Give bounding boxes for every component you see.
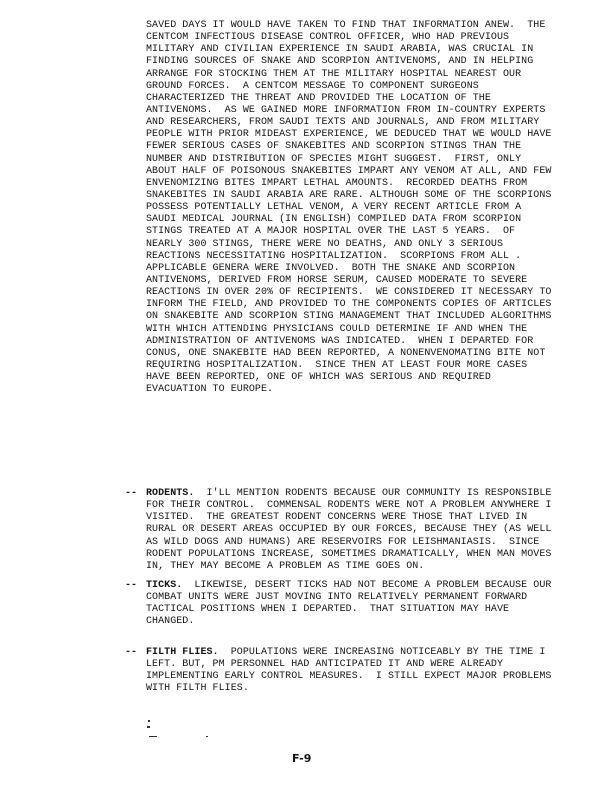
text-line: IN, THEY MAY BECOME A PROBLEM AS TIME GOES ON. — [146, 560, 425, 572]
text-line: WITH WHICH ATTENDING PHYSICIANS COULD DETERMINE IF AND WHEN THE — [146, 323, 528, 335]
text-line: WITH FILTH FLIES. — [146, 683, 249, 695]
bullet-dash: -- — [125, 580, 138, 591]
text-line: CENTCOM INFECTIOUS DISEASE CONTROL OFFICER, WHO HAD PREVIOUS — [146, 32, 510, 44]
text-line: NEARLY 300 STINGS, THERE WERE NO DEATHS, AND ONLY 3 SERIOUS — [146, 238, 504, 250]
run-in-heading: TICKS. — [146, 580, 183, 591]
text-line: POSSESS POTENTIALLY LETHAL VENOM, A VERY RECENT ARTICLE FROM A — [146, 202, 522, 214]
text-line: FINDING SOURCES OF SNAKE AND SCORPION ANTIVENOMS, AND IN HELPING — [146, 56, 534, 68]
text-line: SAUDI MEDICAL JOURNAL (IN ENGLISH) COMPILED DATA FROM SCORPION — [146, 214, 522, 226]
text-line: HAVE BEEN REPORTED, ONE OF WHICH WAS SERIOUS AND REQUIRED — [146, 372, 491, 384]
text-line: EVACUATION TO EUROPE. — [146, 384, 274, 396]
text-line: TACTICAL POSITIONS WHEN I DEPARTED. THAT SITUATION MAY HAVE — [146, 604, 510, 616]
text-line: GROUND FORCES. A CENTCOM MESSAGE TO COMPONENT SURGEONS — [146, 80, 479, 92]
text-line: ON SNAKEBITE AND SCORPION STING MANAGEMENT THAT INCLUDED ALGORITHMS — [146, 311, 552, 323]
paragraph-filth-flies — [146, 647, 551, 696]
text-line: ADMINISTRATION OF ANTIVENOMS WAS INDICATED. WHEN I DEPARTED FOR — [146, 335, 534, 347]
text-line: VISITED. THE GREATEST RODENT CONCERNS WERE THOSE THAT LIVED IN — [146, 512, 528, 524]
bullet-dash: -- — [125, 488, 138, 499]
run-in-heading: FILTH FLIES. — [146, 647, 219, 658]
page-number: F-9 — [292, 752, 312, 765]
text-line: CHARACTERIZED THE THREAT AND PROVIDED THE LOCATION OF THE — [146, 92, 491, 104]
bullet-dash: -- — [125, 647, 138, 658]
scan-speck — [206, 736, 208, 737]
text-line: IMPLEMENTING EARLY CONTROL MEASURES. I STILL EXPECT MAJOR PROBLEMS — [146, 671, 552, 683]
text-line: CONUS, ONE SNAKEBITE HAD BEEN REPORTED, A NONENVENOMATING BITE NOT — [146, 347, 546, 359]
text-line: NUMBER AND DISTRIBUTION OF SPECIES MIGHT SUGGEST. FIRST, ONLY — [146, 153, 522, 165]
text-line: FOR THEIR CONTROL. COMMENSAL RODENTS WERE NOT A PROBLEM ANYWHERE I — [146, 500, 552, 512]
paragraph-ticks — [146, 580, 551, 629]
text-line: APPLICABLE GENERA WERE INVOLVED. BOTH THE SNAKE AND SCORPION — [146, 262, 516, 274]
run-in-heading: RODENTS. — [146, 488, 195, 499]
text-line: MILITARY AND CIVILIAN EXPERIENCE IN SAUDI ARABIA, WAS CRUCIAL IN — [146, 44, 534, 56]
text-line: ANTIVENOMS, DERIVED FROM HORSE SERUM, CAUSED MODERATE TO SEVERE — [146, 274, 528, 286]
text-line: CHANGED. — [146, 616, 195, 628]
text-line: AS WILD DOGS AND HUMANS) ARE RESERVOIRS FOR LEISHMANIASIS. SINCE — [146, 536, 540, 548]
text-line: ANTIVENOMS. AS WE GAINED MORE INFORMATION FROM IN-COUNTRY EXPERTS — [146, 104, 546, 116]
paragraph-rodents — [146, 488, 551, 573]
text-line: SNAKEBITES IN SAUDI ARABIA ARE RARE. ALTHOUGH SOME OF THE SCORPIONS — [146, 189, 552, 201]
text-line: INFORM THE FIELD, AND PROVIDED TO THE COMPONENTS COPIES OF ARTICLES — [146, 299, 552, 311]
text-line — [146, 647, 551, 659]
text-line: FEWER SERIOUS CASES OF SNAKEBITES AND SCORPION STINGS THAN THE — [146, 141, 522, 153]
scan-speck — [149, 736, 157, 737]
text-line: SAVED DAYS IT WOULD HAVE TAKEN TO FIND THAT INFORMATION ANEW. THE — [146, 20, 546, 31]
text-line: ENVENOMIZING BITES IMPART LETHAL AMOUNTS. RECORDED DEATHS FROM — [146, 177, 528, 189]
text-line-rest: POPULATIONS WERE INCREASING NOTICEABLY BY THE TIME I — [218, 647, 546, 658]
paragraph-snakes-scorpions — [146, 20, 551, 396]
text-line — [146, 488, 551, 500]
text-line: LEFT. BUT, PM PERSONNEL HAD ANTICIPATED IT AND WERE ALREADY — [146, 659, 504, 671]
text-line: ARRANGE FOR STOCKING THEM AT THE MILITARY HOSPITAL NEAREST OUR — [146, 68, 522, 80]
text-line-rest: I'LL MENTION RODENTS BECAUSE OUR COMMUNITY IS RESPONSIBLE — [194, 488, 552, 499]
text-line: RODENT POPULATIONS INCREASE, SOMETIMES DRAMATICALLY, WHEN MAN MOVES — [146, 548, 552, 560]
text-line: AND RESEARCHERS, FROM SAUDI TEXTS AND JOURNALS, AND FROM MILITARY — [146, 117, 540, 129]
text-line: STINGS TREATED AT A MAJOR HOSPITAL OVER THE LAST 5 YEARS. OF — [146, 226, 516, 238]
text-line: PEOPLE WITH PRIOR MIDEAST EXPERIENCE, WE DEDUCED THAT WE WOULD HAVE — [146, 129, 552, 141]
text-line: REACTIONS NECESSITATING HOSPITALIZATION. SCORPIONS FROM ALL . — [146, 250, 522, 262]
scan-speck — [148, 720, 150, 722]
text-line: RURAL OR DESERT AREAS OCCUPIED BY OUR FORCES, BECAUSE THEY (AS WELL — [146, 524, 552, 536]
text-line: COMBAT UNITS WERE JUST MOVING INTO RELATIVELY PERMANENT FORWARD — [146, 592, 528, 604]
text-line — [146, 580, 551, 592]
text-line: REACTIONS IN OVER 20% OF RECIPIENTS. WE CONSIDERED IT NECESSARY TO — [146, 287, 552, 299]
text-line: REQUIRING HOSPITALIZATION. SINCE THEN AT LEAST FOUR MORE CASES — [146, 359, 528, 371]
scan-speck — [147, 726, 150, 728]
text-line-rest: LIKEWISE, DESERT TICKS HAD NOT BECOME A PROBLEM BECAUSE OUR — [182, 580, 552, 591]
text-line: ABOUT HALF OF POISONOUS SNAKEBITES IMPART ANY VENOM AT ALL, AND FEW — [146, 165, 552, 177]
